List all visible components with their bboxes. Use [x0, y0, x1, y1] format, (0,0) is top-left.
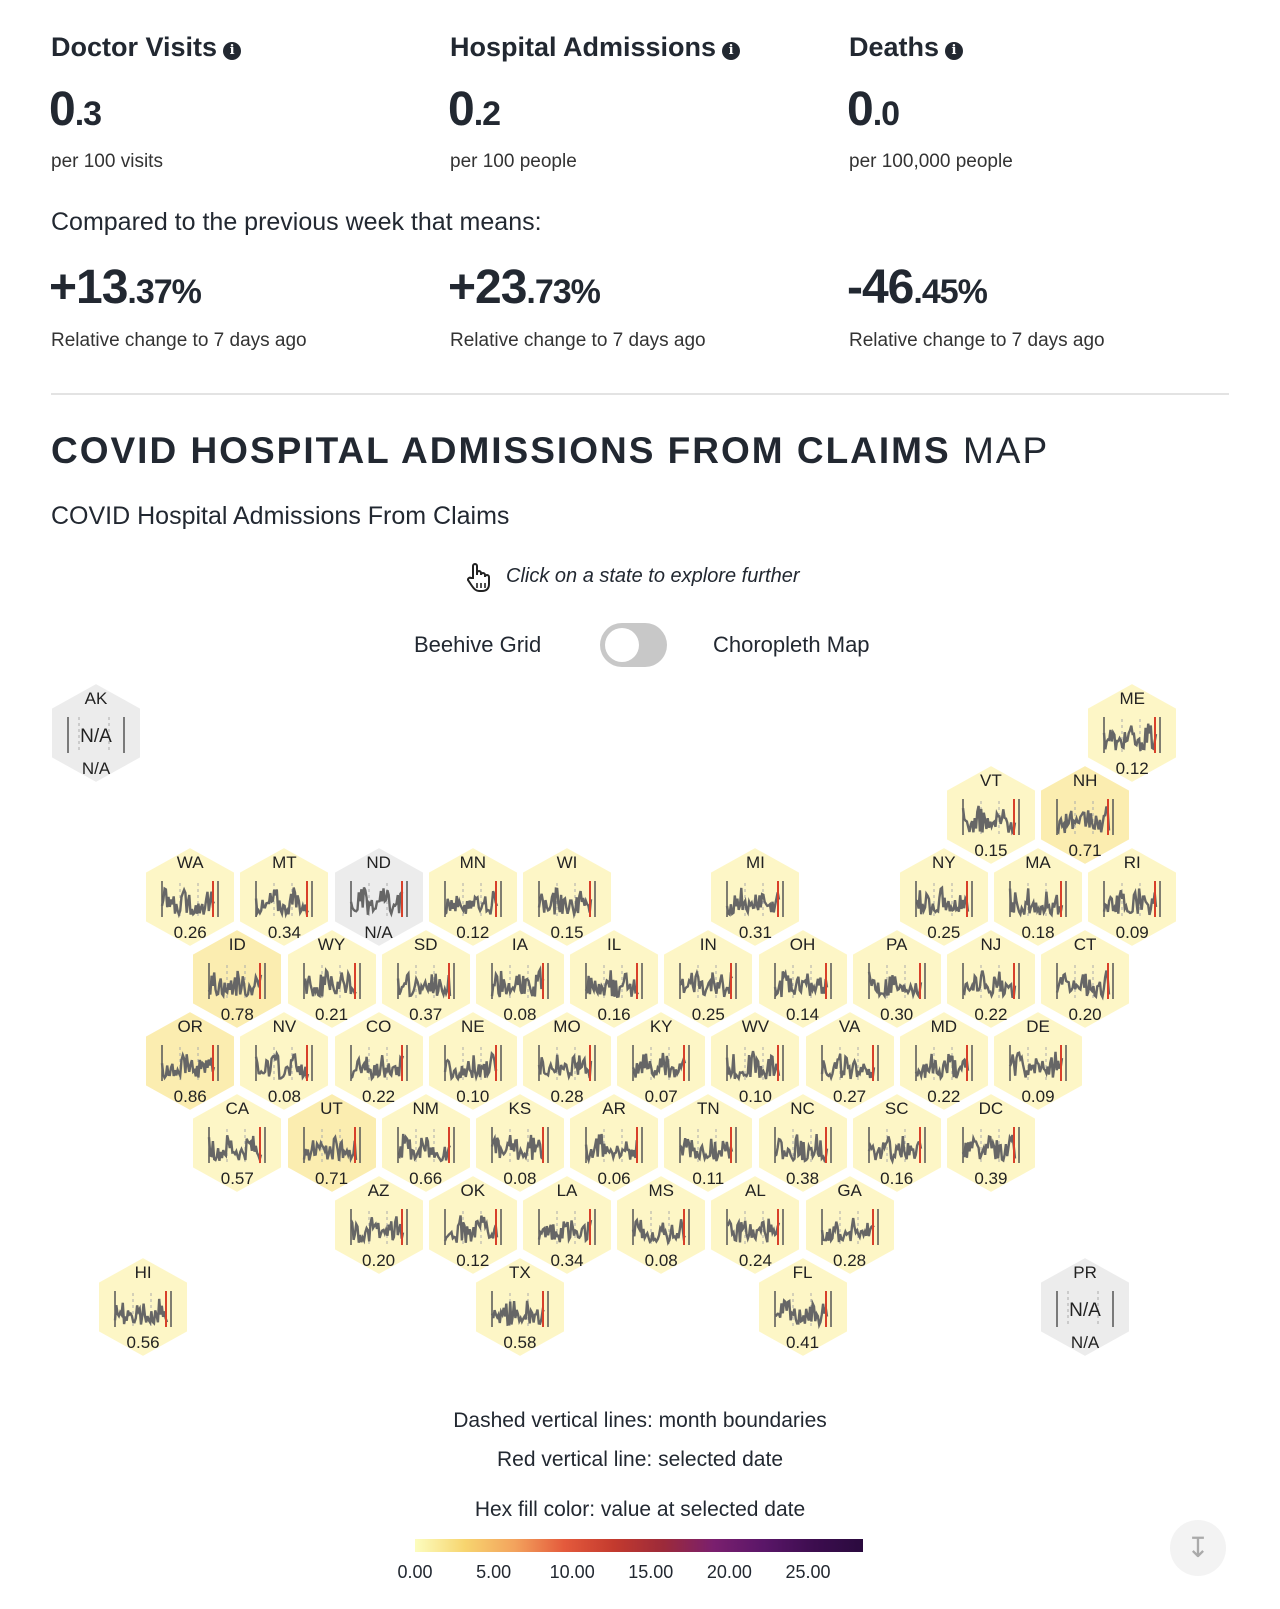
toggle-label-beehive[interactable]: Beehive Grid: [414, 632, 542, 657]
state-value: 0.08: [644, 1251, 678, 1270]
state-value: 0.08: [267, 1087, 301, 1106]
state-code: CT: [1073, 935, 1097, 954]
state-code: MI: [745, 853, 765, 872]
value-dec: .2: [473, 95, 501, 133]
toggle-label-choropleth[interactable]: Choropleth Map: [713, 632, 870, 657]
color-scale-tick: 25.00: [785, 1562, 831, 1582]
value-dec: .0: [872, 95, 900, 133]
state-code: RI: [1123, 853, 1141, 872]
legend-red-line: Red vertical line: selected date: [497, 1448, 783, 1471]
change-doctor-visits: [49, 260, 201, 315]
state-code: TN: [696, 1099, 720, 1118]
state-value: 0.78: [220, 1005, 254, 1024]
state-value: 0.20: [362, 1251, 396, 1270]
state-code: OK: [460, 1181, 486, 1200]
color-scale-tick: 20.00: [706, 1562, 752, 1582]
state-code: WV: [741, 1017, 770, 1036]
state-value: 0.25: [691, 1005, 725, 1024]
state-value: 0.08: [503, 1005, 537, 1024]
value-int: 0: [448, 83, 474, 136]
state-code: AL: [744, 1181, 766, 1200]
state-value: 0.24: [738, 1251, 772, 1270]
state-code: AK: [84, 689, 108, 708]
map-subtitle: COVID Hospital Admissions From Claims: [51, 502, 510, 530]
state-code: OR: [177, 1017, 203, 1036]
state-code: MD: [930, 1017, 958, 1036]
section-title-bold: COVID HOSPITAL ADMISSIONS FROM CLAIMS: [51, 430, 951, 471]
info-icon[interactable]: i: [722, 42, 740, 60]
svg-text:N/A: N/A: [80, 726, 112, 747]
change-dec: .45%: [913, 273, 987, 311]
state-value: N/A: [81, 759, 111, 778]
change-label: Relative change to 7 days ago: [450, 330, 706, 351]
state-value: 0.15: [550, 923, 584, 942]
color-scale-tick: 0.00: [397, 1562, 433, 1582]
change-dec: .37%: [127, 273, 201, 311]
state-value: N/A: [1070, 1333, 1100, 1352]
state-value: 0.09: [1021, 1087, 1055, 1106]
compare-text: Compared to the previous week that means:: [51, 208, 542, 236]
state-value: 0.09: [1115, 923, 1149, 942]
state-value: 0.08: [503, 1169, 537, 1188]
state-value: 0.14: [785, 1005, 820, 1024]
download-button[interactable]: [1170, 1520, 1226, 1576]
state-code: AR: [602, 1099, 626, 1118]
state-code: ME: [1119, 689, 1145, 708]
change-label: Relative change to 7 days ago: [849, 330, 1105, 351]
legend-dashed-lines: Dashed vertical lines: month boundaries: [453, 1409, 827, 1432]
state-code: MT: [272, 853, 297, 872]
state-code: HI: [134, 1263, 152, 1282]
state-hex-az[interactable]: [332, 1173, 426, 1277]
value-dec: .3: [74, 95, 102, 133]
state-value: 0.12: [456, 923, 490, 942]
state-value: N/A: [364, 923, 393, 942]
state-code: TX: [509, 1263, 531, 1282]
color-scale-bar: [415, 1539, 863, 1552]
state-code: CO: [365, 1017, 392, 1036]
color-scale-tick: 15.00: [628, 1562, 674, 1582]
state-code: VT: [980, 771, 1002, 790]
state-value: 0.27: [833, 1087, 867, 1106]
state-value: 0.22: [974, 1005, 1008, 1024]
state-value: 0.28: [550, 1087, 584, 1106]
stat-title: [450, 32, 740, 63]
state-code: IL: [607, 935, 622, 954]
state-value: 0.71: [314, 1169, 349, 1188]
stat-title: [51, 32, 241, 63]
state-value: 0.20: [1068, 1005, 1102, 1024]
state-code: SC: [884, 1099, 909, 1118]
state-value: 0.31: [738, 923, 772, 942]
section-title: [51, 430, 1049, 472]
state-code: MN: [459, 853, 487, 872]
stat-unit: per 100,000 people: [849, 151, 1013, 172]
change-dec: .73%: [526, 273, 600, 311]
state-value: 0.56: [126, 1333, 160, 1352]
state-code: GA: [837, 1181, 862, 1200]
change-int: +13: [49, 261, 128, 314]
change-label: Relative change to 7 days ago: [51, 330, 307, 351]
state-value: 0.10: [738, 1087, 772, 1106]
color-scale-tick: 10.00: [549, 1562, 595, 1582]
state-hex-hi[interactable]: [96, 1255, 190, 1359]
color-scale-tick: 5.00: [476, 1562, 512, 1582]
state-code: IN: [699, 935, 717, 954]
state-value: 0.11: [692, 1169, 725, 1188]
state-value: 0.39: [974, 1169, 1008, 1188]
state-value: 0.26: [173, 923, 207, 942]
stat-title-text: Doctor Visits: [51, 32, 218, 62]
state-code: KY: [649, 1017, 673, 1036]
state-value: 0.66: [409, 1169, 443, 1188]
state-code: WY: [317, 935, 346, 954]
state-code: PR: [1073, 1263, 1097, 1282]
state-value: 0.58: [503, 1333, 537, 1352]
state-code: IA: [511, 935, 528, 954]
state-value: 0.22: [927, 1087, 961, 1106]
state-value: 0.10: [456, 1087, 490, 1106]
state-code: UT: [320, 1099, 343, 1118]
state-hex-fl[interactable]: [756, 1255, 850, 1359]
state-value: 0.57: [220, 1169, 254, 1188]
state-hex-ak[interactable]: [49, 681, 143, 785]
click-hint: Click on a state to explore further: [506, 565, 800, 587]
state-code: NY: [931, 853, 956, 872]
stat-unit: per 100 people: [450, 151, 577, 172]
state-value: 0.15: [974, 841, 1008, 860]
state-code: DE: [1026, 1017, 1050, 1036]
state-code: DC: [978, 1099, 1004, 1118]
section-title-light: MAP: [950, 430, 1050, 471]
state-code: OH: [789, 935, 816, 954]
state-code: NM: [412, 1099, 439, 1118]
state-value: 0.16: [597, 1005, 631, 1024]
state-value: 0.06: [597, 1169, 631, 1188]
state-code: MA: [1025, 853, 1051, 872]
pointer-hand-icon: [465, 563, 491, 598]
state-value: 0.22: [362, 1087, 396, 1106]
stat-title-text: Hospital Admissions: [450, 32, 717, 62]
stat-unit: per 100 visits: [51, 151, 163, 172]
state-code: NJ: [980, 935, 1002, 954]
state-code: ID: [228, 935, 246, 954]
state-value: 0.07: [644, 1087, 678, 1106]
state-value: 0.37: [409, 1005, 443, 1024]
legend-hex-fill: Hex fill color: value at selected date: [474, 1498, 806, 1521]
change-hospital-admissions: [448, 260, 600, 315]
state-value: 0.18: [1021, 923, 1055, 942]
state-code: NV: [272, 1017, 297, 1036]
divider: [51, 393, 1229, 395]
state-code: ND: [366, 853, 391, 872]
svg-text:N/A: N/A: [1069, 1300, 1101, 1321]
state-hex-ms[interactable]: [614, 1173, 708, 1277]
change-int: -46: [847, 261, 914, 314]
state-code: SD: [413, 935, 438, 954]
state-code: CA: [225, 1099, 250, 1118]
value-int: 0: [49, 83, 75, 136]
state-value: 0.21: [314, 1005, 349, 1024]
stat-value: [847, 82, 899, 137]
toggle-knob: [605, 628, 639, 662]
state-value: 0.34: [267, 923, 301, 942]
state-code: WI: [556, 853, 578, 872]
state-code: KS: [508, 1099, 532, 1118]
state-value: 0.28: [833, 1251, 867, 1270]
state-value: 0.25: [927, 923, 961, 942]
state-code: NC: [790, 1099, 815, 1118]
state-code: LA: [556, 1181, 578, 1200]
value-int: 0: [847, 83, 873, 136]
state-hex-tx[interactable]: [473, 1255, 567, 1359]
stat-value: [49, 82, 101, 137]
state-code: MO: [553, 1017, 581, 1036]
state-code: VA: [838, 1017, 861, 1036]
state-hex-pr[interactable]: [1038, 1255, 1132, 1359]
state-value: 0.86: [173, 1087, 207, 1106]
state-value: 0.71: [1068, 841, 1102, 860]
state-code: AZ: [367, 1181, 390, 1200]
state-code: WA: [176, 853, 204, 872]
info-icon[interactable]: i: [223, 42, 241, 60]
state-hex-dc[interactable]: [944, 1091, 1038, 1195]
stat-value: [448, 82, 500, 137]
download-icon: ↧: [1186, 1532, 1210, 1563]
change-deaths: [847, 260, 987, 315]
state-code: FL: [792, 1263, 813, 1282]
state-code: NE: [460, 1017, 485, 1036]
info-icon[interactable]: i: [945, 42, 963, 60]
state-value: 0.12: [1115, 759, 1149, 778]
stat-title: [849, 32, 963, 63]
state-value: 0.16: [880, 1169, 914, 1188]
state-code: NH: [1072, 771, 1098, 790]
change-int: +23: [448, 261, 527, 314]
map-type-toggle[interactable]: [600, 623, 667, 667]
state-hex-ca[interactable]: [190, 1091, 284, 1195]
stat-title-text: Deaths: [849, 32, 940, 62]
state-code: PA: [885, 935, 908, 954]
state-value: 0.34: [550, 1251, 584, 1270]
state-value: 0.30: [880, 1005, 914, 1024]
state-code: MS: [648, 1181, 674, 1200]
state-value: 0.38: [785, 1169, 820, 1188]
state-value: 0.12: [456, 1251, 490, 1270]
state-value: 0.41: [785, 1333, 820, 1352]
